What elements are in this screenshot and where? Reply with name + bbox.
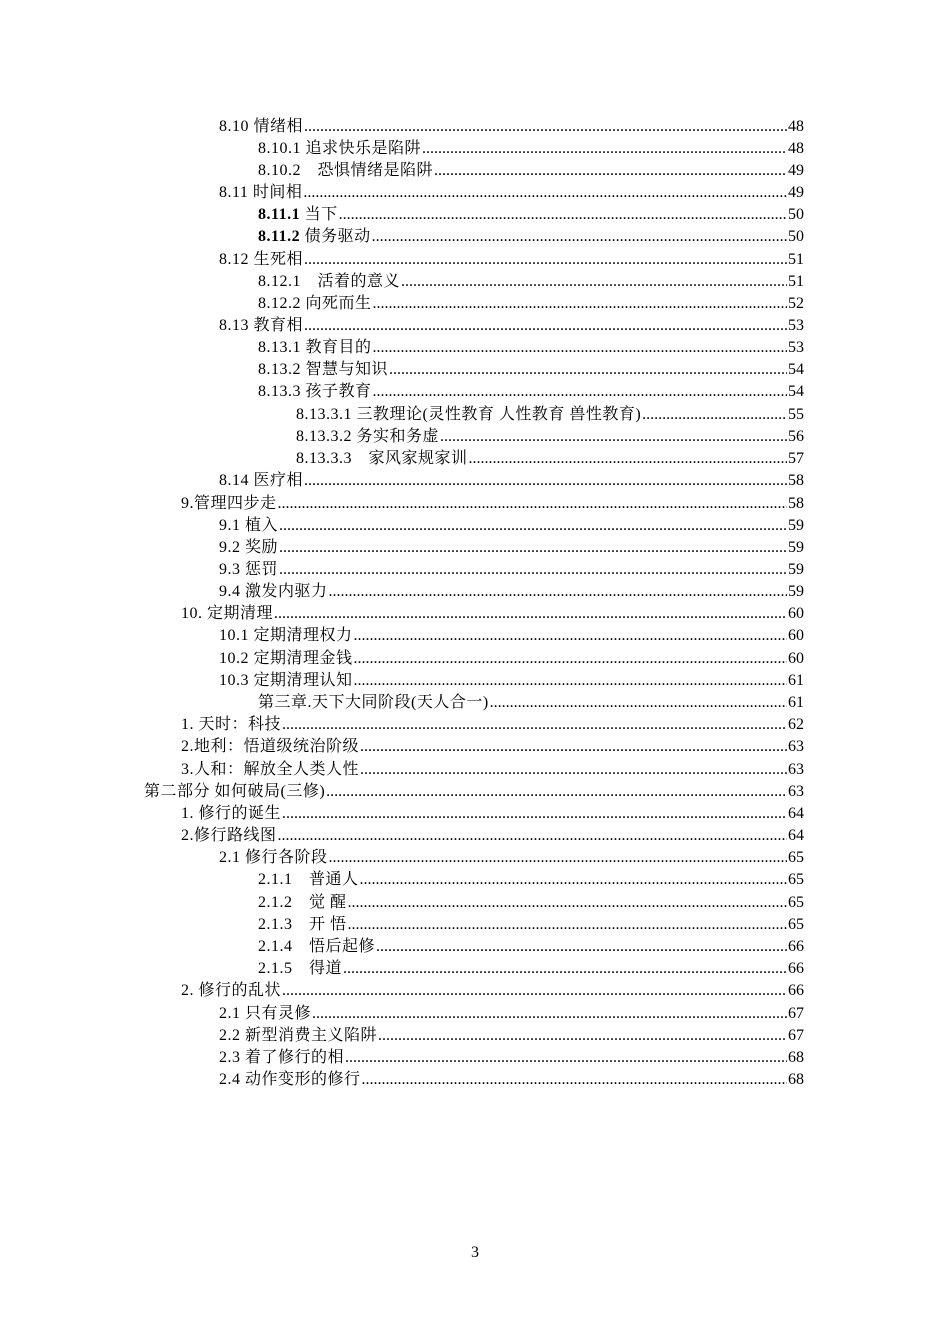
dot-leader	[422, 138, 787, 160]
toc-entry-page: 64	[788, 805, 804, 822]
dot-leader	[360, 869, 787, 891]
toc-entry-page: 59	[788, 561, 804, 578]
toc-entry[interactable]	[219, 182, 804, 204]
toc-entry[interactable]	[181, 603, 804, 625]
toc-entry[interactable]	[219, 581, 804, 603]
toc-entry[interactable]	[296, 426, 804, 448]
toc-entry-label: 8.11 时间相	[219, 184, 303, 201]
toc-entry-label: 10.2 定期清理金钱	[219, 650, 353, 667]
toc-entry-label: 9.3 惩罚	[219, 561, 279, 578]
toc-entry-label: 8.13 教育相	[219, 317, 304, 334]
toc-entry-page: 63	[788, 761, 804, 778]
dot-leader	[389, 359, 787, 381]
toc-entry-page: 54	[788, 383, 804, 400]
toc-entry-page: 48	[788, 140, 804, 157]
toc-entry-page: 60	[788, 650, 804, 667]
toc-entry-page: 49	[788, 162, 804, 179]
toc-entry[interactable]	[258, 692, 804, 714]
toc-entry-label: 2.1.5 得道	[258, 960, 343, 977]
toc-entry[interactable]	[144, 781, 804, 803]
dot-leader	[373, 337, 787, 359]
toc-entry-page: 65	[788, 916, 804, 933]
toc-entry-page: 66	[788, 938, 804, 955]
toc-entry-label: 9.2 奖励	[219, 539, 279, 556]
dot-leader	[304, 315, 787, 337]
toc-entry-page: 53	[788, 317, 804, 334]
dot-leader	[282, 803, 787, 825]
toc-entry[interactable]	[219, 847, 804, 869]
toc-entry-page: 51	[788, 273, 804, 290]
toc-entry-page: 57	[788, 450, 804, 467]
toc-entry-page: 63	[788, 738, 804, 755]
toc-entry-label: 2.1.1 普通人	[258, 871, 359, 888]
toc-entry[interactable]	[258, 138, 804, 160]
dot-leader	[354, 648, 787, 670]
toc-entry[interactable]	[219, 559, 804, 581]
page-number: 3	[471, 1244, 479, 1261]
toc-entry-page: 61	[788, 672, 804, 689]
dot-leader	[279, 515, 787, 537]
toc-entry-label: 9.1 植入	[219, 517, 279, 534]
toc-entry-label: 8.10.2 恐惧情绪是陷阱	[258, 162, 434, 179]
toc-entry-page: 66	[788, 960, 804, 977]
toc-entry[interactable]	[258, 381, 804, 403]
toc-entry[interactable]	[219, 249, 804, 271]
toc-entry-page: 48	[788, 118, 804, 135]
toc-entry-label: 8.14 医疗相	[219, 472, 304, 489]
toc-entry-page: 53	[788, 339, 804, 356]
toc-entry-label: 2.1.3 开 悟	[258, 916, 347, 933]
dot-leader	[354, 670, 787, 692]
toc-entry-label: 10.1 定期清理权力	[219, 627, 353, 644]
dot-leader	[360, 736, 787, 758]
toc-entry-page: 66	[788, 982, 804, 999]
toc-entry-label: 2.地利：悟道级统治阶级	[181, 738, 360, 755]
toc-entry-page: 65	[788, 894, 804, 911]
toc-entry[interactable]	[258, 359, 804, 381]
toc-entry-page: 52	[788, 295, 804, 312]
toc-entry[interactable]	[258, 958, 804, 980]
toc-entry[interactable]	[219, 315, 804, 337]
toc-entry-label: 8.10 情绪相	[219, 118, 304, 135]
toc-entry-page: 60	[788, 627, 804, 644]
toc-entry[interactable]	[219, 1069, 804, 1091]
dot-leader	[343, 958, 787, 980]
toc-entry-page: 50	[788, 228, 804, 245]
toc-entry-label: 10.3 定期清理认知	[219, 672, 353, 689]
dot-leader	[642, 404, 787, 426]
dot-leader	[312, 1003, 787, 1025]
toc-entry[interactable]	[219, 515, 804, 537]
toc-entry[interactable]	[258, 337, 804, 359]
dot-leader	[304, 116, 787, 138]
toc-entry-page: 64	[788, 827, 804, 844]
toc-entry[interactable]	[258, 160, 804, 182]
toc-entry-number: 8.11.1	[258, 206, 301, 223]
toc-entry-label: 9.管理四步走	[181, 495, 277, 512]
toc-entry-label: 8.13.2 智慧与知识	[258, 361, 389, 378]
toc-entry[interactable]	[181, 714, 804, 736]
dot-leader	[278, 493, 787, 515]
toc-entry-page: 65	[788, 871, 804, 888]
dot-leader	[329, 847, 787, 869]
toc-entry[interactable]	[181, 759, 804, 781]
toc-entry[interactable]	[219, 1047, 804, 1069]
toc-entry-page: 68	[788, 1071, 804, 1088]
toc-entry[interactable]	[219, 116, 804, 138]
toc-entry[interactable]	[181, 980, 804, 1002]
toc-entry-page: 62	[788, 716, 804, 733]
toc-entry-title: 当下	[300, 206, 338, 223]
toc-entry-label: 8.13.3.2 务实和务虚	[296, 428, 440, 445]
toc-entry-label: 2.4 动作变形的修行	[219, 1071, 361, 1088]
toc-entry[interactable]	[219, 1025, 804, 1047]
toc-entry-title: 债务驱动	[300, 228, 371, 245]
toc-entry-label: 1. 修行的诞生	[181, 805, 282, 822]
toc-entry-label: 第二部分 如何破局(三修)	[144, 783, 326, 800]
toc-entry-label: 第三章.天下大同阶段(天人合一)	[258, 694, 489, 711]
toc-entry-label: 8.12.2 向死而生	[258, 295, 372, 312]
toc-entry[interactable]	[181, 803, 804, 825]
dot-leader	[362, 1069, 787, 1091]
toc-entry-label: 2.1.4 悟后起修	[258, 938, 376, 955]
dot-leader	[279, 537, 787, 559]
toc-entry-label: 8.12 生死相	[219, 251, 304, 268]
toc-entry-page: 54	[788, 361, 804, 378]
toc-entry-label	[258, 226, 371, 248]
dot-leader	[376, 936, 787, 958]
dot-leader	[434, 160, 787, 182]
toc-entry-page: 60	[788, 605, 804, 622]
toc-entry-page: 61	[788, 694, 804, 711]
toc-entry[interactable]	[219, 670, 804, 692]
toc-entry[interactable]	[258, 271, 804, 293]
toc-entry-page: 67	[788, 1027, 804, 1044]
toc-entry-page: 59	[788, 517, 804, 534]
dot-leader	[354, 625, 787, 647]
dot-leader	[373, 293, 787, 315]
toc-entry-label: 1. 天时：科技	[181, 716, 282, 733]
toc-entry-page: 58	[788, 472, 804, 489]
toc-entry-label: 2.2 新型消费主义陷阱	[219, 1027, 378, 1044]
toc-entry[interactable]	[296, 448, 804, 470]
toc-entry-page: 59	[788, 583, 804, 600]
toc-entry-page: 49	[788, 184, 804, 201]
dot-leader	[303, 182, 787, 204]
toc-entry[interactable]	[258, 892, 804, 914]
toc-entry-page: 56	[788, 428, 804, 445]
toc-entry-page: 51	[788, 251, 804, 268]
dot-leader	[278, 825, 787, 847]
dot-leader	[372, 226, 787, 248]
toc-entry-label: 2.1.2 觉 醒	[258, 894, 347, 911]
toc-entry-label: 3.人和：解放全人类人性	[181, 761, 360, 778]
dot-leader	[348, 892, 787, 914]
toc-entry[interactable]	[181, 825, 804, 847]
toc-entry-label: 8.13.3.3 家风家规家训	[296, 450, 468, 467]
dot-leader	[378, 1025, 787, 1047]
dot-leader	[440, 426, 787, 448]
toc-entry-label: 8.13.3 孩子教育	[258, 383, 372, 400]
dot-leader	[490, 692, 787, 714]
dot-leader	[401, 271, 787, 293]
toc-entry-label	[258, 204, 338, 226]
toc-entry-label: 9.4 激发内驱力	[219, 583, 328, 600]
dot-leader	[348, 914, 787, 936]
dot-leader	[304, 249, 787, 271]
toc-entry-page: 50	[788, 206, 804, 223]
toc-entry-label: 10. 定期清理	[181, 605, 274, 622]
toc-entry[interactable]	[219, 625, 804, 647]
toc-entry[interactable]	[258, 226, 804, 248]
toc-entry[interactable]	[258, 869, 804, 891]
toc-entry-number: 8.11.2	[258, 228, 301, 245]
toc-entry-label: 8.13.3.1 三教理论(灵性教育 人性教育 兽性教育)	[296, 406, 642, 423]
toc-entry-page: 68	[788, 1049, 804, 1066]
dot-leader	[279, 559, 787, 581]
toc-entry-label: 8.12.1 活着的意义	[258, 273, 401, 290]
toc-entry-label: 8.13.1 教育目的	[258, 339, 372, 356]
dot-leader	[274, 603, 787, 625]
toc-entry-page: 59	[788, 539, 804, 556]
toc-entry[interactable]	[181, 736, 804, 758]
toc-entry[interactable]	[258, 293, 804, 315]
toc-entry-page: 58	[788, 495, 804, 512]
toc-entry-label: 8.10.1 追求快乐是陷阱	[258, 140, 422, 157]
toc-entry[interactable]	[258, 936, 804, 958]
dot-leader	[282, 980, 787, 1002]
toc-entry[interactable]	[181, 493, 804, 515]
toc-entry[interactable]	[258, 914, 804, 936]
toc-entry[interactable]	[219, 1003, 804, 1025]
toc-entry-label: 2.3 着了修行的相	[219, 1049, 345, 1066]
toc-entry-label: 2.修行路线图	[181, 827, 277, 844]
toc-entry-label: 2.1 只有灵修	[219, 1005, 312, 1022]
toc-entry-page: 65	[788, 849, 804, 866]
dot-leader	[373, 381, 787, 403]
dot-leader	[345, 1047, 787, 1069]
dot-leader	[326, 781, 787, 803]
dot-leader	[304, 470, 787, 492]
toc-entry[interactable]	[219, 648, 804, 670]
toc-entry-label: 2.1 修行各阶段	[219, 849, 328, 866]
dot-leader	[469, 448, 787, 470]
dot-leader	[329, 581, 787, 603]
toc-entry[interactable]	[296, 404, 804, 426]
toc-entry[interactable]	[258, 204, 804, 226]
toc-entry-page: 67	[788, 1005, 804, 1022]
toc-entry-page: 55	[788, 406, 804, 423]
dot-leader	[339, 204, 787, 226]
dot-leader	[282, 714, 787, 736]
toc-entry-label: 2. 修行的乱状	[181, 982, 282, 999]
toc-entry[interactable]	[219, 470, 804, 492]
toc-entry-page: 63	[788, 783, 804, 800]
toc-entry[interactable]	[219, 537, 804, 559]
dot-leader	[360, 759, 787, 781]
